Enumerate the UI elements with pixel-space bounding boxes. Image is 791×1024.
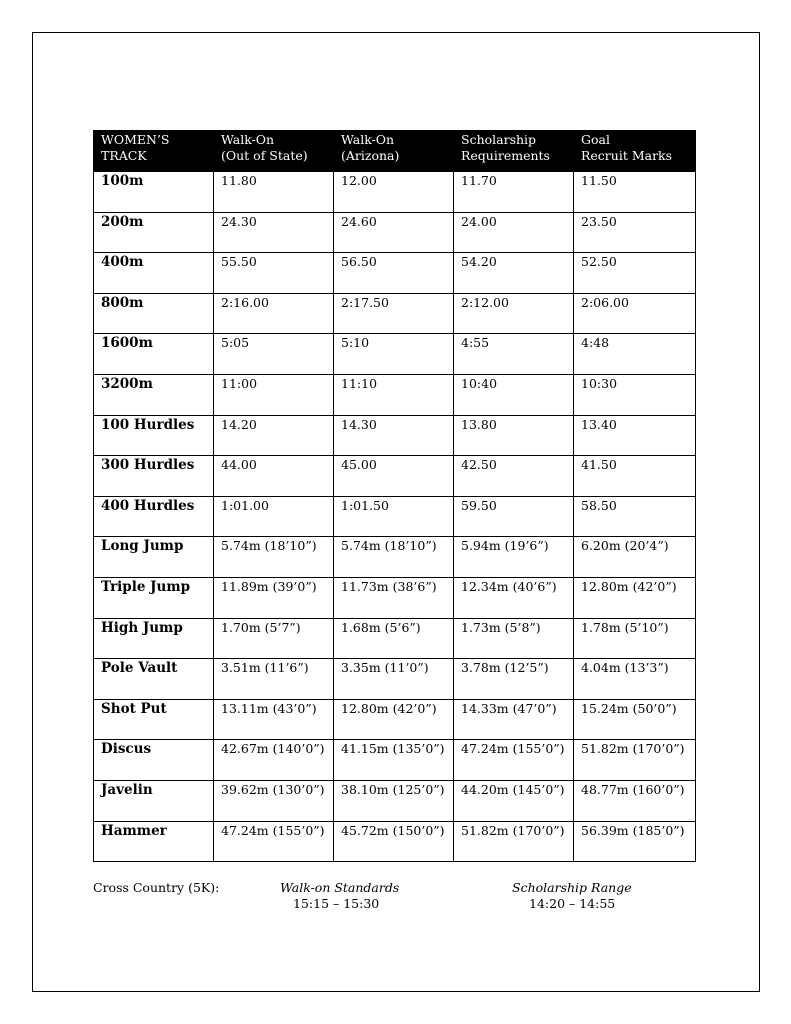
mark-cell: 13.11m (43’0”) [214,699,334,740]
mark-cell: 39.62m (130’0”) [214,780,334,821]
mark-cell: 11:10 [334,374,454,415]
header-row [94,131,696,172]
event-name-cell: 300 Hurdles [94,456,214,497]
column-header-line: Walk-On [221,132,275,147]
event-name-cell: 400 Hurdles [94,496,214,537]
mark-cell: 11:00 [214,374,334,415]
cross-country-walkon [280,880,420,912]
mark-cell: 2:12.00 [454,293,574,334]
mark-cell: 4:48 [574,334,696,375]
table-row [94,253,696,294]
mark-cell: 2:16.00 [214,293,334,334]
table-row [94,699,696,740]
mark-cell: 44.00 [214,456,334,497]
scholarship-range-value: 14:20 – 14:55 [529,896,616,911]
mark-cell: 5:10 [334,334,454,375]
mark-cell: 58.50 [574,496,696,537]
table-row [94,496,696,537]
mark-cell: 51.82m (170’0”) [574,740,696,781]
mark-cell: 5.74m (18’10”) [334,537,454,578]
column-header-line: WOMEN’S [101,132,170,147]
mark-cell: 3.51m (11’6”) [214,659,334,700]
mark-cell: 11.80 [214,172,334,213]
cross-country-label: Cross Country (5K): [93,880,220,895]
event-name-cell: 1600m [94,334,214,375]
mark-cell: 1:01.50 [334,496,454,537]
column-header-line: Requirements [461,148,550,163]
mark-cell: 44.20m (145’0”) [454,780,574,821]
mark-cell: 11.70 [454,172,574,213]
table-body [94,172,696,862]
mark-cell: 24.60 [334,212,454,253]
mark-cell: 14.30 [334,415,454,456]
mark-cell: 2:17.50 [334,293,454,334]
event-name-cell: High Jump [94,618,214,659]
column-header-line: (Out of State) [221,148,308,163]
table-row [94,212,696,253]
mark-cell: 3.78m (12’5”) [454,659,574,700]
event-name-cell: 800m [94,293,214,334]
scholarship-range-heading: Scholarship Range [512,880,632,895]
mark-cell: 1.70m (5’7”) [214,618,334,659]
cross-country-scholarship [512,880,652,912]
event-name-cell: Javelin [94,780,214,821]
column-header [94,131,214,172]
mark-cell: 52.50 [574,253,696,294]
table-row [94,659,696,700]
column-header [334,131,454,172]
mark-cell: 13.80 [454,415,574,456]
mark-cell: 13.40 [574,415,696,456]
mark-cell: 10:40 [454,374,574,415]
mark-cell: 12.34m (40’6”) [454,577,574,618]
mark-cell: 12.80m (42’0”) [334,699,454,740]
mark-cell: 5.74m (18’10”) [214,537,334,578]
walkon-standards-range: 15:15 – 15:30 [293,896,380,911]
column-header [454,131,574,172]
mark-cell: 10:30 [574,374,696,415]
mark-cell: 56.50 [334,253,454,294]
table-row [94,740,696,781]
mark-cell: 41.50 [574,456,696,497]
mark-cell: 23.50 [574,212,696,253]
mark-cell: 1:01.00 [214,496,334,537]
mark-cell: 4:55 [454,334,574,375]
mark-cell: 15.24m (50’0”) [574,699,696,740]
event-name-cell: Discus [94,740,214,781]
column-header-line: Recruit Marks [581,148,673,163]
column-header-line: TRACK [101,148,147,163]
table-row [94,334,696,375]
mark-cell: 5:05 [214,334,334,375]
mark-cell: 11.89m (39’0”) [214,577,334,618]
table-row [94,537,696,578]
mark-cell: 55.50 [214,253,334,294]
event-name-cell: 3200m [94,374,214,415]
mark-cell: 41.15m (135’0”) [334,740,454,781]
column-header-line: (Arizona) [341,148,400,163]
table-header [94,131,696,172]
event-name-cell: Triple Jump [94,577,214,618]
event-name-cell: 100m [94,172,214,213]
column-header [214,131,334,172]
mark-cell: 24.30 [214,212,334,253]
mark-cell: 59.50 [454,496,574,537]
table-row [94,780,696,821]
mark-cell: 38.10m (125’0”) [334,780,454,821]
mark-cell: 12.80m (42’0”) [574,577,696,618]
mark-cell: 54.20 [454,253,574,294]
mark-cell: 3.35m (11’0”) [334,659,454,700]
mark-cell: 48.77m (160’0”) [574,780,696,821]
table-row [94,172,696,213]
recruiting-standards-table [93,130,696,862]
mark-cell: 2:06.00 [574,293,696,334]
event-name-cell: 200m [94,212,214,253]
mark-cell: 56.39m (185’0”) [574,821,696,862]
table-row [94,821,696,862]
column-header [574,131,696,172]
table-row [94,415,696,456]
mark-cell: 45.00 [334,456,454,497]
mark-cell: 11.50 [574,172,696,213]
mark-cell: 42.67m (140’0”) [214,740,334,781]
event-name-cell: Pole Vault [94,659,214,700]
column-header-line: Scholarship [461,132,537,147]
mark-cell: 14.33m (47’0”) [454,699,574,740]
event-name-cell: Shot Put [94,699,214,740]
event-name-cell: Hammer [94,821,214,862]
column-header-line: Goal [581,132,610,147]
mark-cell: 47.24m (155’0”) [214,821,334,862]
mark-cell: 47.24m (155’0”) [454,740,574,781]
mark-cell: 4.04m (13’3”) [574,659,696,700]
mark-cell: 12.00 [334,172,454,213]
mark-cell: 5.94m (19’6”) [454,537,574,578]
mark-cell: 1.68m (5’6”) [334,618,454,659]
event-name-cell: Long Jump [94,537,214,578]
mark-cell: 1.78m (5’10”) [574,618,696,659]
table-row [94,293,696,334]
mark-cell: 24.00 [454,212,574,253]
event-name-cell: 100 Hurdles [94,415,214,456]
table-row [94,456,696,497]
table-row [94,577,696,618]
mark-cell: 45.72m (150’0”) [334,821,454,862]
mark-cell: 51.82m (170’0”) [454,821,574,862]
mark-cell: 6.20m (20’4”) [574,537,696,578]
event-name-cell: 400m [94,253,214,294]
table-row [94,374,696,415]
mark-cell: 11.73m (38’6”) [334,577,454,618]
table-row [94,618,696,659]
mark-cell: 14.20 [214,415,334,456]
mark-cell: 42.50 [454,456,574,497]
column-header-line: Walk-On [341,132,395,147]
walkon-standards-heading: Walk-on Standards [280,880,400,895]
mark-cell: 1.73m (5’8”) [454,618,574,659]
